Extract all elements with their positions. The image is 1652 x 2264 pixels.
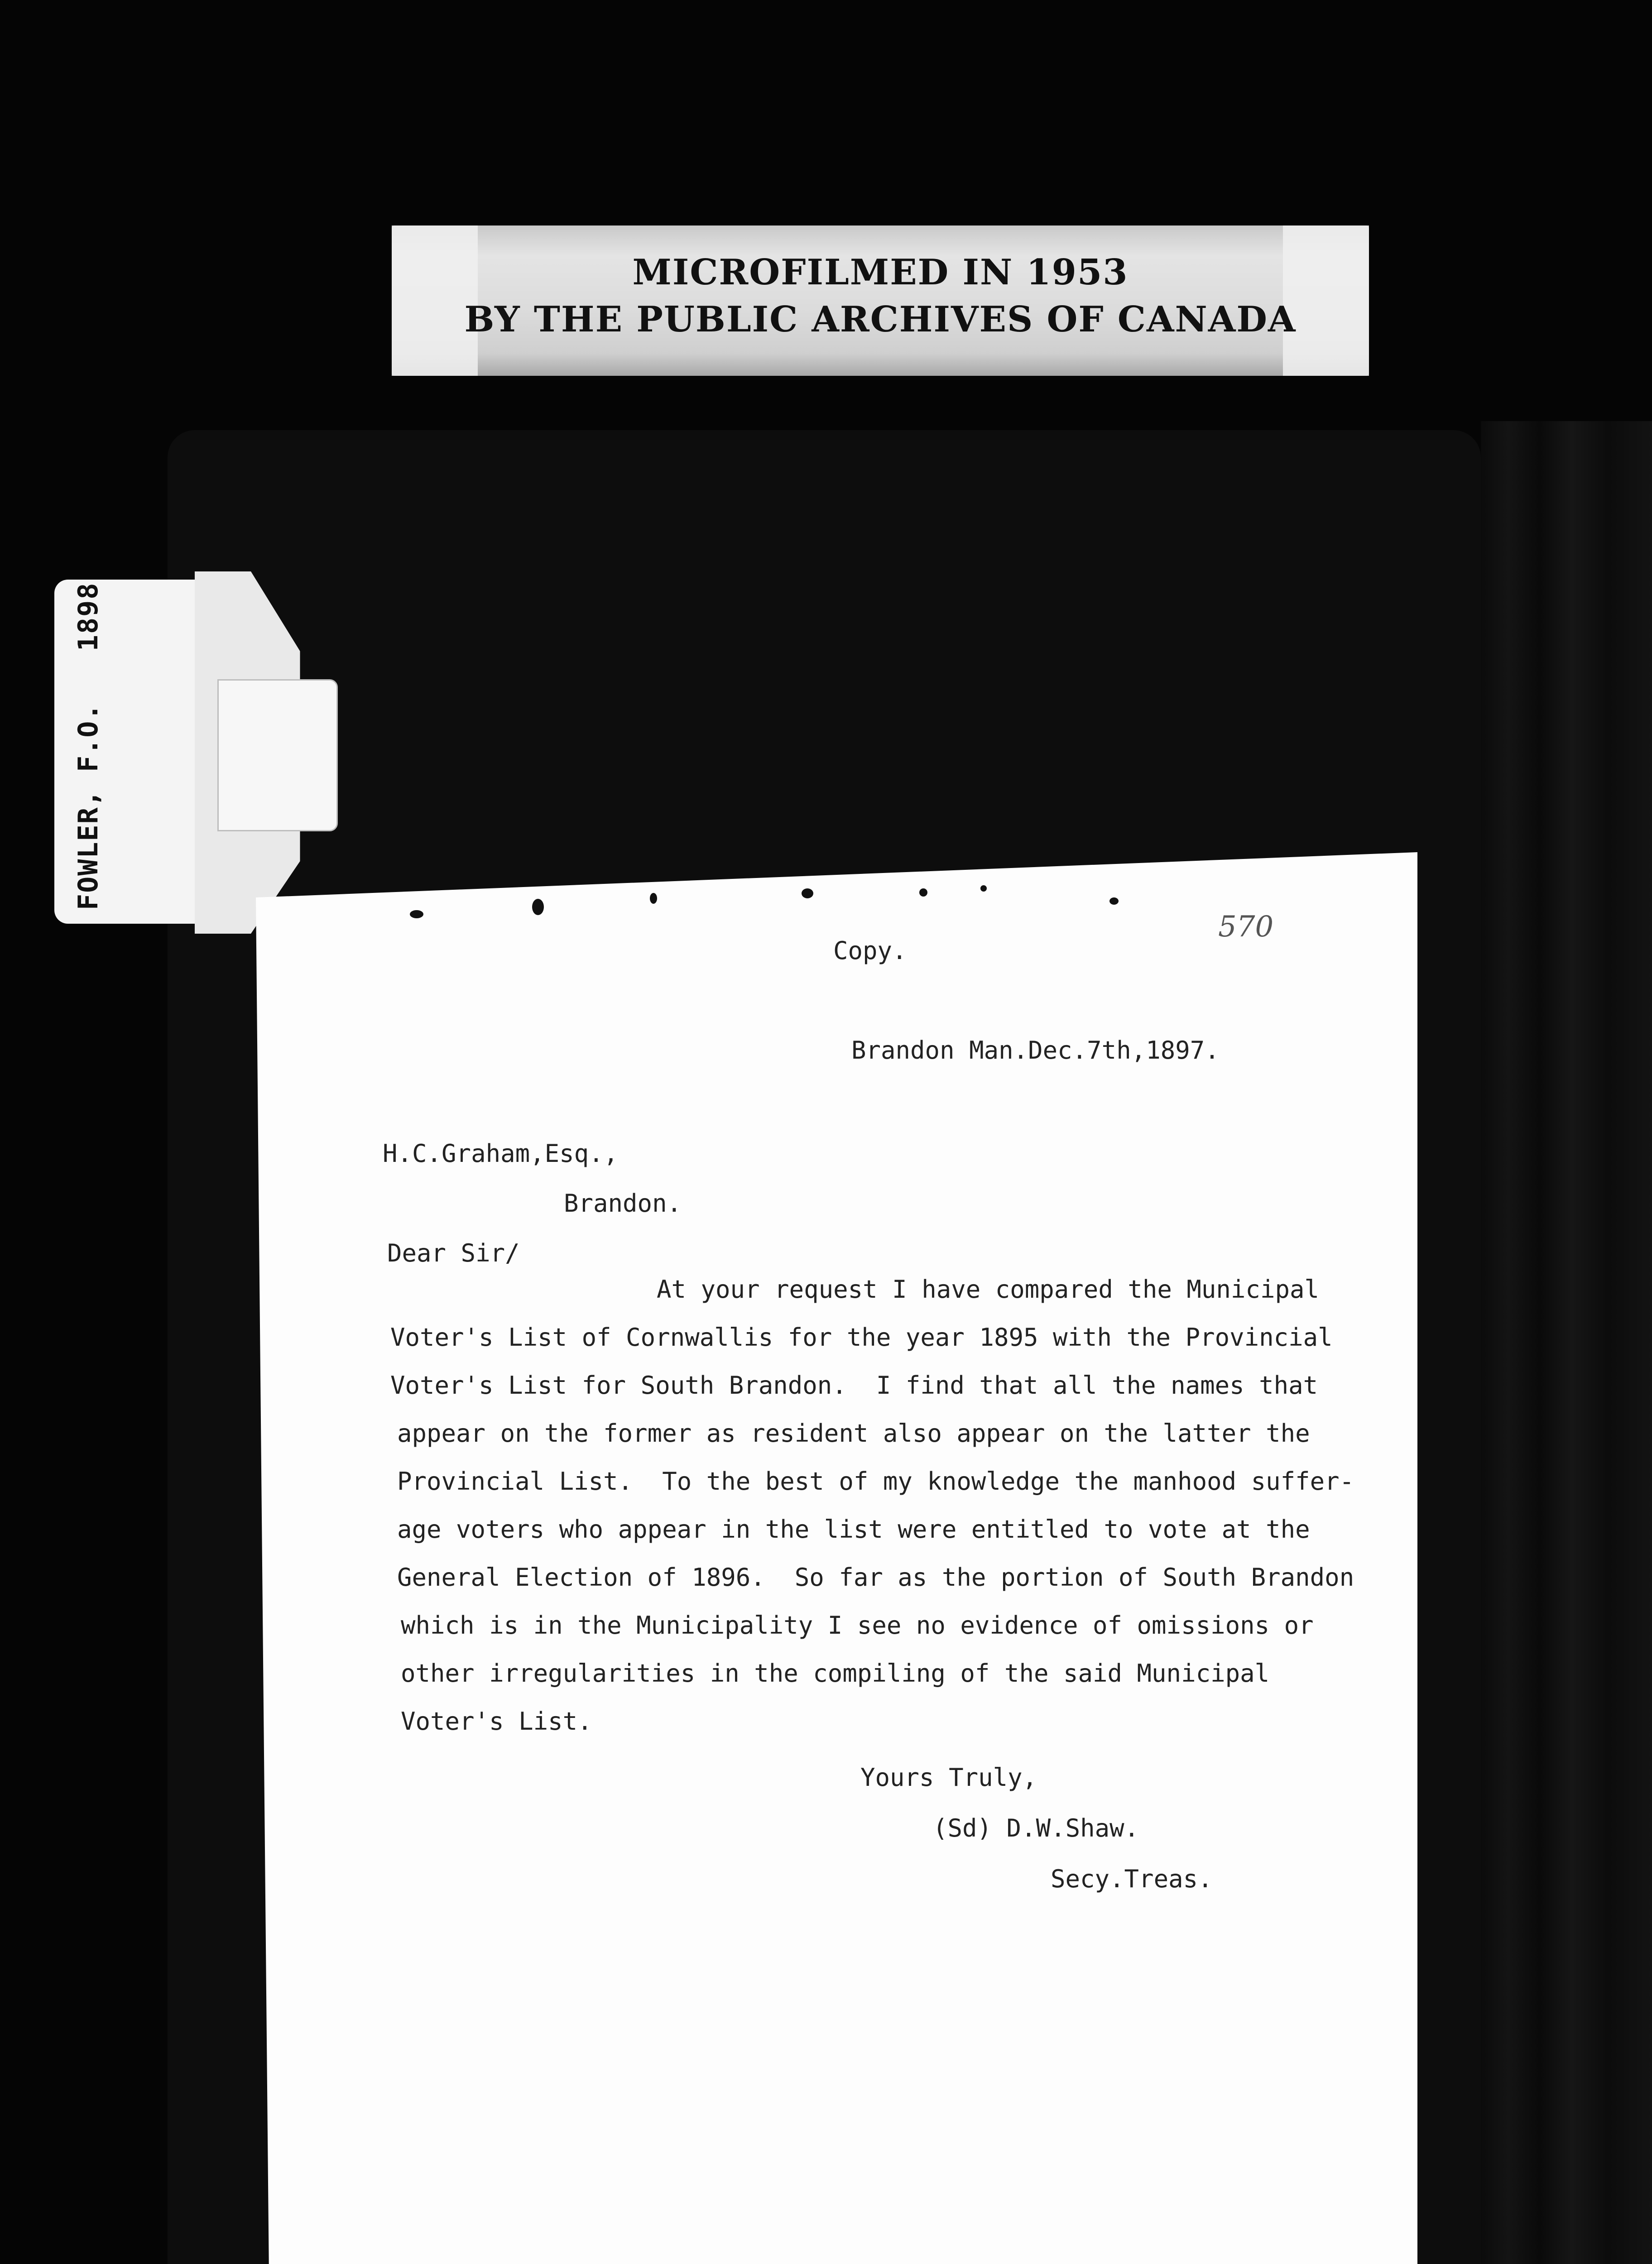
punch-mark bbox=[532, 899, 544, 915]
signatory-title: Secy.Treas. bbox=[1051, 1865, 1213, 1893]
archive-stamp-number: 570 bbox=[1218, 910, 1274, 944]
banner-line-1: MICROFILMED IN 1953 bbox=[632, 252, 1129, 293]
banner-line-2: BY THE PUBLIC ARCHIVES OF CANADA bbox=[464, 299, 1297, 340]
letter-heading: Copy. bbox=[833, 936, 907, 965]
file-tab-flap bbox=[217, 679, 338, 831]
punch-mark bbox=[1109, 897, 1119, 905]
film-strip-edge bbox=[1481, 421, 1652, 2264]
letter-signature: (Sd) D.W.Shaw. bbox=[933, 1814, 1139, 1842]
letter-closing: Yours Truly, bbox=[860, 1763, 1037, 1792]
letter-page bbox=[256, 852, 1417, 2264]
body-line: age voters who appear in the list were entitled to vote at the bbox=[397, 1515, 1310, 1544]
body-line: other irregularities in the compiling of the said Municipal bbox=[401, 1659, 1270, 1688]
body-line: General Election of 1896. So far as the portion of South Brandon bbox=[397, 1563, 1354, 1592]
body-line: Voter's List for South Brandon. I find that all the names that bbox=[390, 1371, 1318, 1400]
body-line: At your request I have compared the Municipal bbox=[657, 1275, 1319, 1304]
punch-mark bbox=[802, 888, 813, 898]
microfilm-banner bbox=[392, 225, 1369, 376]
body-line: appear on the former as resident also appear on the latter the bbox=[397, 1419, 1310, 1448]
salutation: Dear Sir/ bbox=[387, 1239, 520, 1267]
body-line: which is in the Municipality I see no evidence of omissions or bbox=[401, 1611, 1314, 1640]
punch-mark bbox=[980, 885, 987, 892]
addressee-place: Brandon. bbox=[564, 1189, 682, 1218]
body-line: Voter's List of Cornwallis for the year 1895 with the Provincial bbox=[390, 1323, 1333, 1352]
punch-mark bbox=[650, 893, 657, 904]
file-tab-label: FOWLER, F.O. 1898 bbox=[72, 582, 104, 910]
body-line: Voter's List. bbox=[401, 1707, 592, 1736]
body-line: Provincial List. To the best of my knowledge the manhood suffer- bbox=[397, 1467, 1354, 1496]
punch-mark bbox=[410, 910, 423, 918]
letter-place-date: Brandon Man.Dec.7th,1897. bbox=[851, 1036, 1220, 1065]
addressee-name: H.C.Graham,Esq., bbox=[383, 1139, 619, 1168]
punch-mark bbox=[919, 888, 927, 897]
